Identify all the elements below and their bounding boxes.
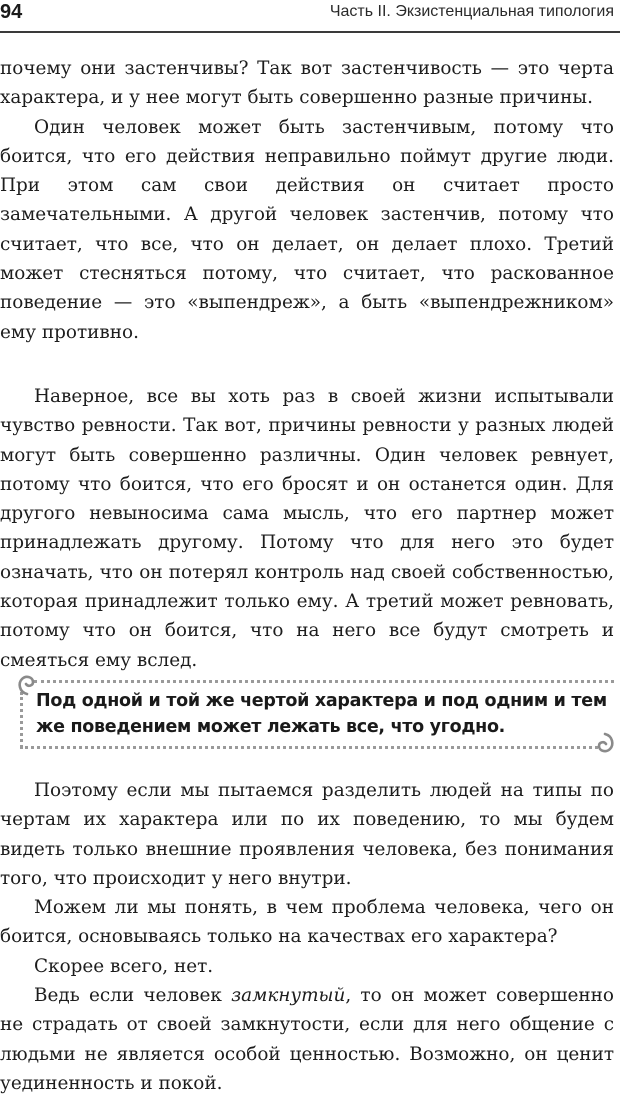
paragraph-text: Ведь если человек xyxy=(34,985,232,1007)
text-block-shyness xyxy=(0,54,614,347)
callout-top-border xyxy=(34,680,614,683)
page-header xyxy=(0,0,620,34)
paragraph: почему они застенчивы? Так вот застенчивость — это черта характера, и у нее могут быть совершенно разные причины. xyxy=(0,58,614,109)
paragraph xyxy=(0,981,614,1098)
curl-corner-icon xyxy=(16,674,38,696)
header-rule xyxy=(0,31,620,33)
page-number: 94 xyxy=(0,1,23,23)
callout-bottom-border xyxy=(20,746,598,749)
paragraph: Можем ли мы понять, в чем проблема человека, чего он боится, основываясь только на качествах его характера? xyxy=(0,897,614,948)
callout-left-border xyxy=(20,692,23,748)
text-block-jealousy xyxy=(0,382,614,675)
callout-box xyxy=(20,680,616,750)
paragraph: Наверное, все вы хоть раз в своей жизни испытывали чувство ревности. Так вот, причины ревности у разных людей могут быть совершенно различны. Один человек ревнует, потому что боится, что его бросят и он останется один. Для другого невыносима сама мысль, что его партнер может принадлежать другому. Потому что для него это будет означать, что он потерял контроль над своей собственностью, которая принадлежит только ему. А третий может ревновать, потому что он боится, что на него все будут смотреть и смеяться ему вслед. xyxy=(0,386,614,671)
paragraph: Поэтому если мы пытаемся разделить людей на типы по чертам их характера или по их поведению, то мы будем видеть только внешние проявления человека, без понимания того, что происходит у него внутри. xyxy=(0,780,614,889)
paragraph-text: , то он может совершенно не страдать от своей замкнутости, если для него общение с людьми не является особой ценностью. Возможно, он ценит уединенность и покой. xyxy=(0,985,614,1094)
paragraph: Один человек может быть застенчивым, потому что боится, что его действия неправильно поймут другие люди. При этом сам свои действия он считает просто замечательными. А другой человек застенчив, потому что считает, что все, что он делает, он делает плохо. Третий может стесняться потому, что считает, что раскованное поведение — это «выпендреж», а быть «выпендрежником» ему противно. xyxy=(0,116,614,343)
callout-text: Под одной и той же чертой характера и под одним и тем же поведением может лежать все, что угодно. xyxy=(36,691,607,737)
running-head: Часть II. Экзистенциальная типология xyxy=(329,3,614,20)
italic-term: замкнутый xyxy=(231,985,346,1007)
paragraph: Скорее всего, нет. xyxy=(34,955,214,977)
text-block-conclusion xyxy=(0,776,614,1098)
